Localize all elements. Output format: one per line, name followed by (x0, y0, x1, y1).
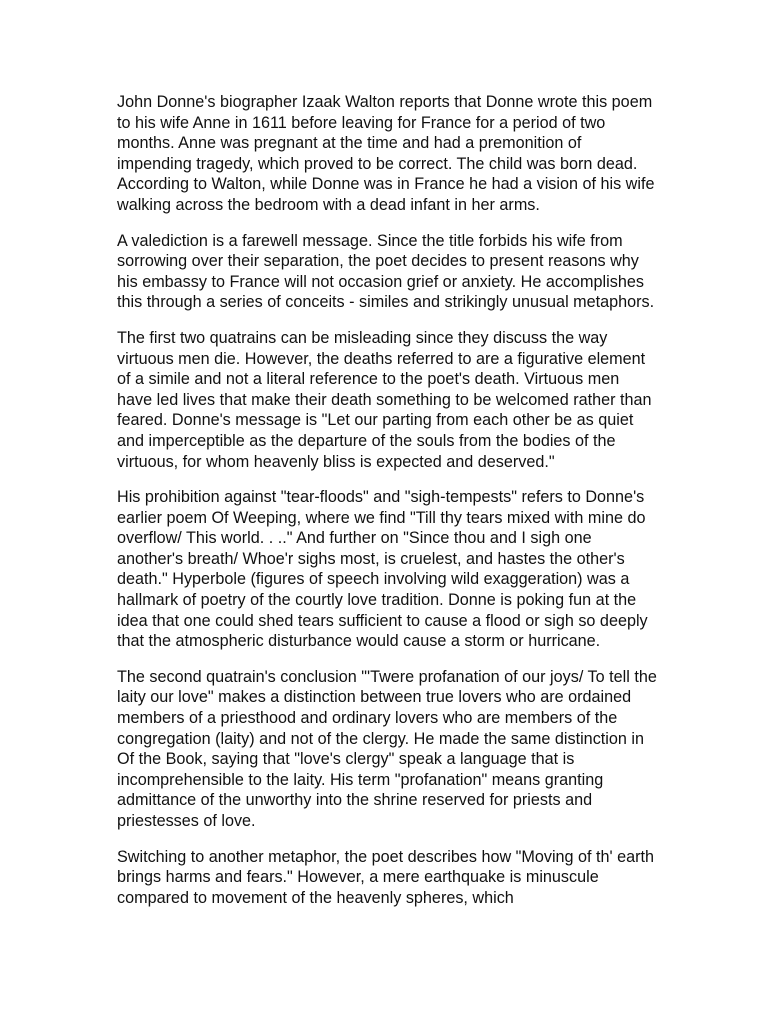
paragraph-4: His prohibition against "tear-floods" and "sigh-tempests" refers to Donne's earlier poem Of Weeping, where we find "Till thy tears mixed with mine do overflow/ This world. . .." And further on "Since thou and I sigh one another's breath/ Whoe'r sighs most, is cruelest, and hastes the other's death." Hyperbole (figures of speech involving wild exaggeration) was a hallmark of poetry of the courtly love tradition. Donne is poking fun at the idea that one could shed tears sufficient to cause a flood or sigh so deeply that the atmospheric disturbance would cause a storm or hurricane. (117, 488, 648, 651)
paragraph-6: Switching to another metaphor, the poet describes how "Moving of th' earth brings harms and fears." However, a mere earthquake is minuscule compared to movement of the heavenly spheres, which (117, 847, 655, 907)
paragraph-1: John Donne's biographer Izaak Walton reports that Donne wrote this poem to his wife Anne in 1611 before leaving for France for a period of two months. Anne was pregnant at the time and had a premonition of impending tragedy, which proved to be correct. The child was born dead. According to Walton, while Donne was in France he had a vision of his wife walking across the bedroom with a dead infant in her arms. (117, 93, 655, 214)
paragraph-3: The first two quatrains can be misleading since they discuss the way virtuous men die. However, the deaths referred to are a figurative element of a simile and not a literal reference to the poet's death. Virtuous men have led lives that make their death something to be welcomed rather than feared. Donne's message is "Let our parting from each other be as quiet and imperceptible as the departure of the souls from the bodies of the virtuous, for whom heavenly bliss is expected and deserved." (117, 328, 652, 471)
document-body (117, 92, 657, 923)
paragraph-5: The second quatrain's conclusion "'Twere profanation of our joys/ To tell the laity our love" makes a distinction between true lovers who are ordained members of a priesthood and ordinary lovers who are members of the congregation (laity) and not of the clergy. He made the same distinction in Of the Book, saying that "love's clergy" speak a language that is incomprehensible to the laity. His term "profanation" means granting admittance of the unworthy into the shrine reserved for priests and priestesses of love. (117, 667, 657, 830)
paragraph-2: A valediction is a farewell message. Since the title forbids his wife from sorrowing over their separation, the poet decides to present reasons why his embassy to France will not occasion grief or anxiety. He accomplishes this through a series of conceits - similes and strikingly unusual metaphors. (117, 231, 655, 312)
